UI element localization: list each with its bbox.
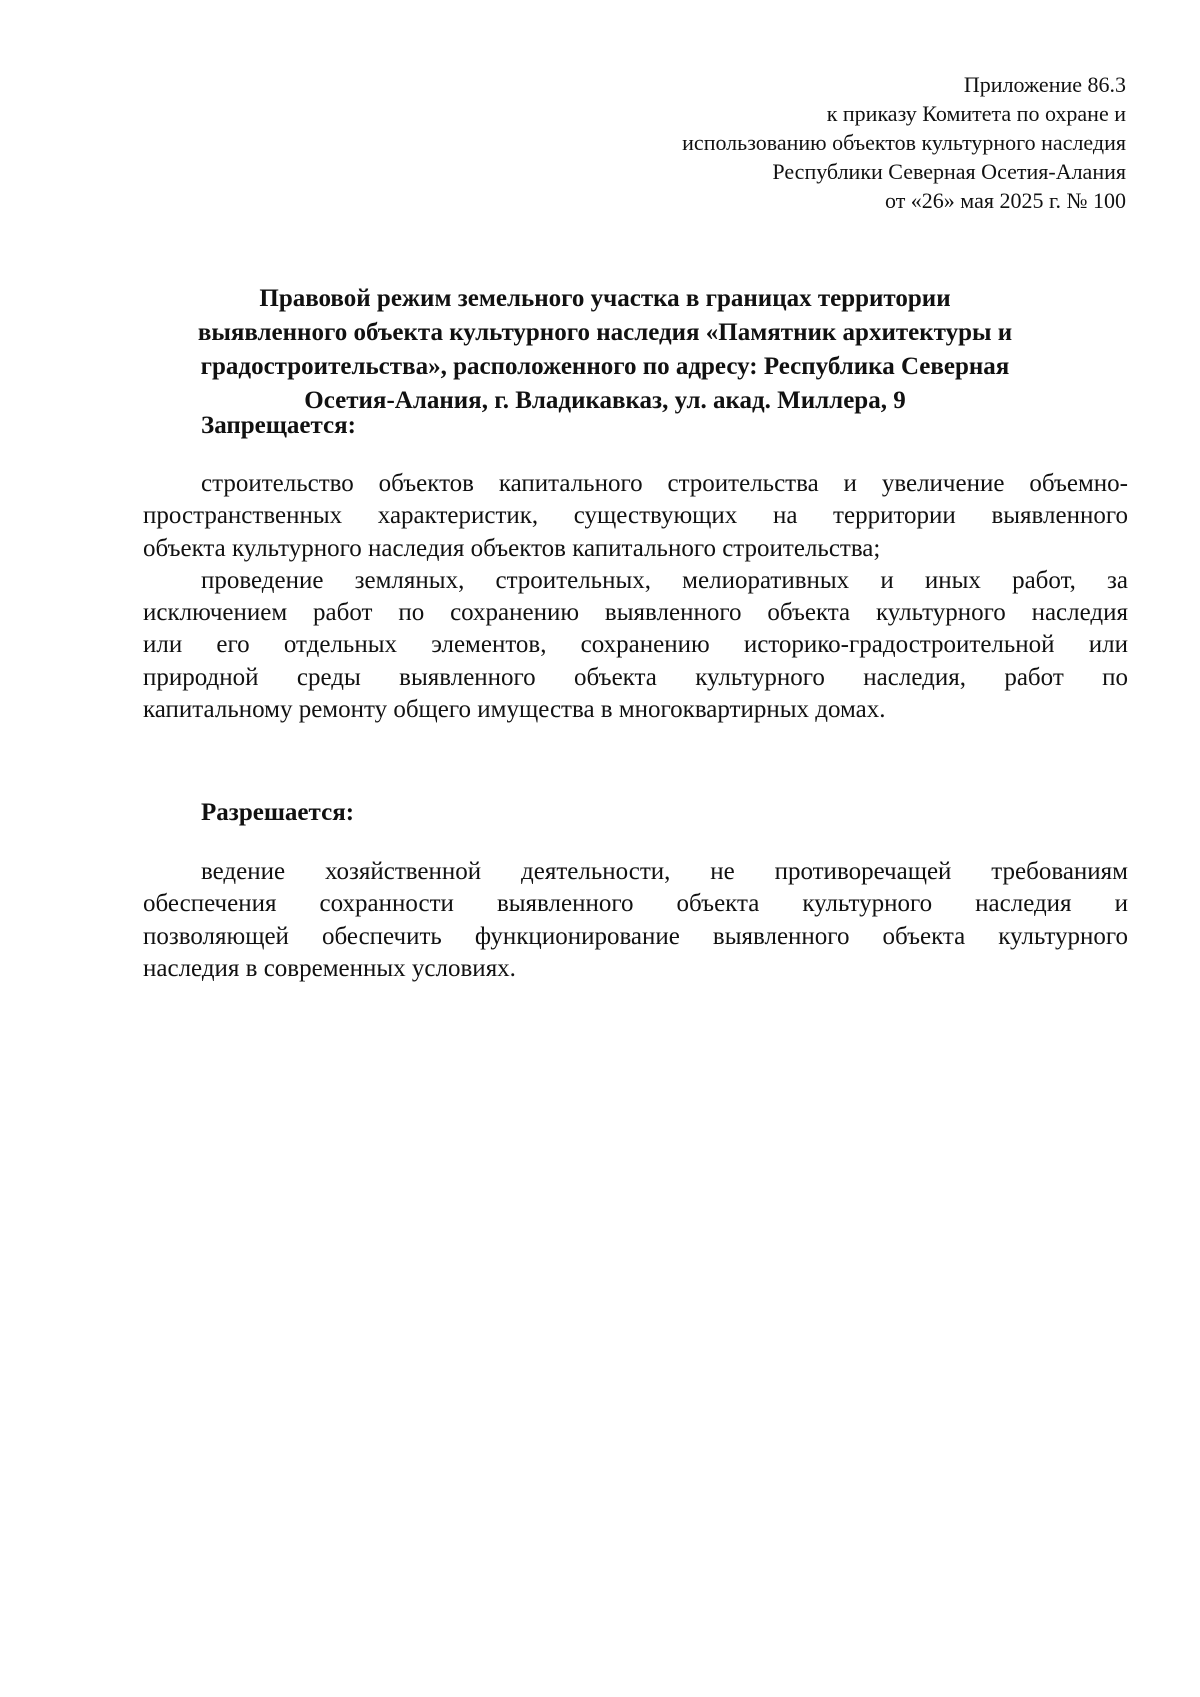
permitted-heading: Разрешается:: [201, 799, 355, 826]
text-line: исключением работ по сохранению выявленного объекта культурного наследия: [143, 599, 1128, 627]
text-line: объекта культурного наследия объектов капитального строительства;: [143, 534, 881, 562]
text-line: природной среды выявленного объекта культурного наследия, работ по: [143, 663, 1128, 691]
title-line: градостроительства», расположенного по адресу: Республика Северная: [200, 353, 1010, 380]
text-line: проведение земляных, строительных, мелиоративных и иных работ, за: [201, 566, 1128, 594]
prohibited-paragraph-works: [143, 565, 1128, 726]
committee-name: использованию объектов культурного наследия: [682, 130, 1126, 155]
order-date-number: от «26» мая 2025 г. № 100: [884, 188, 1126, 213]
text-line: строительство объектов капитального строительства и увеличение объемно-: [201, 470, 1128, 497]
text-line: капитальному ремонту общего имущества в многоквартирных домах.: [143, 696, 886, 724]
text-line: обеспечения сохранности выявленного объекта культурного наследия и: [143, 890, 1128, 918]
title-line: Осетия-Алания, г. Владикавказ, ул. акад. Миллера, 9: [304, 387, 906, 414]
title-line: Правовой режим земельного участка в границах территории: [259, 285, 951, 312]
permitted-section: [143, 856, 1128, 985]
order-reference: к приказу Комитета по охране и: [826, 101, 1126, 126]
text-line: наследия в современных условиях.: [143, 954, 516, 982]
prohibited-section: [143, 468, 1128, 726]
document-title: [130, 282, 1080, 418]
permitted-paragraph: [143, 856, 1128, 985]
text-line: позволяющей обеспечить функционирование выявленного объекта культурного: [143, 922, 1128, 950]
text-line: пространственных характеристик, существующих на территории выявленного: [143, 502, 1128, 530]
prohibited-heading: Запрещается:: [201, 412, 357, 439]
appendix-number: Приложение 86.3: [963, 72, 1126, 97]
title-line: выявленного объекта культурного наследия «Памятник архитектуры и: [197, 319, 1013, 346]
text-line: или его отдельных элементов, сохранению историко-градостроительной или: [143, 631, 1128, 659]
prohibited-paragraph-construction: [143, 468, 1128, 565]
text-line: ведение хозяйственной деятельности, не противоречащей требованиям: [201, 858, 1128, 885]
republic-name: Республики Северная Осетия-Алания: [772, 159, 1126, 184]
appendix-header: [682, 70, 1126, 215]
